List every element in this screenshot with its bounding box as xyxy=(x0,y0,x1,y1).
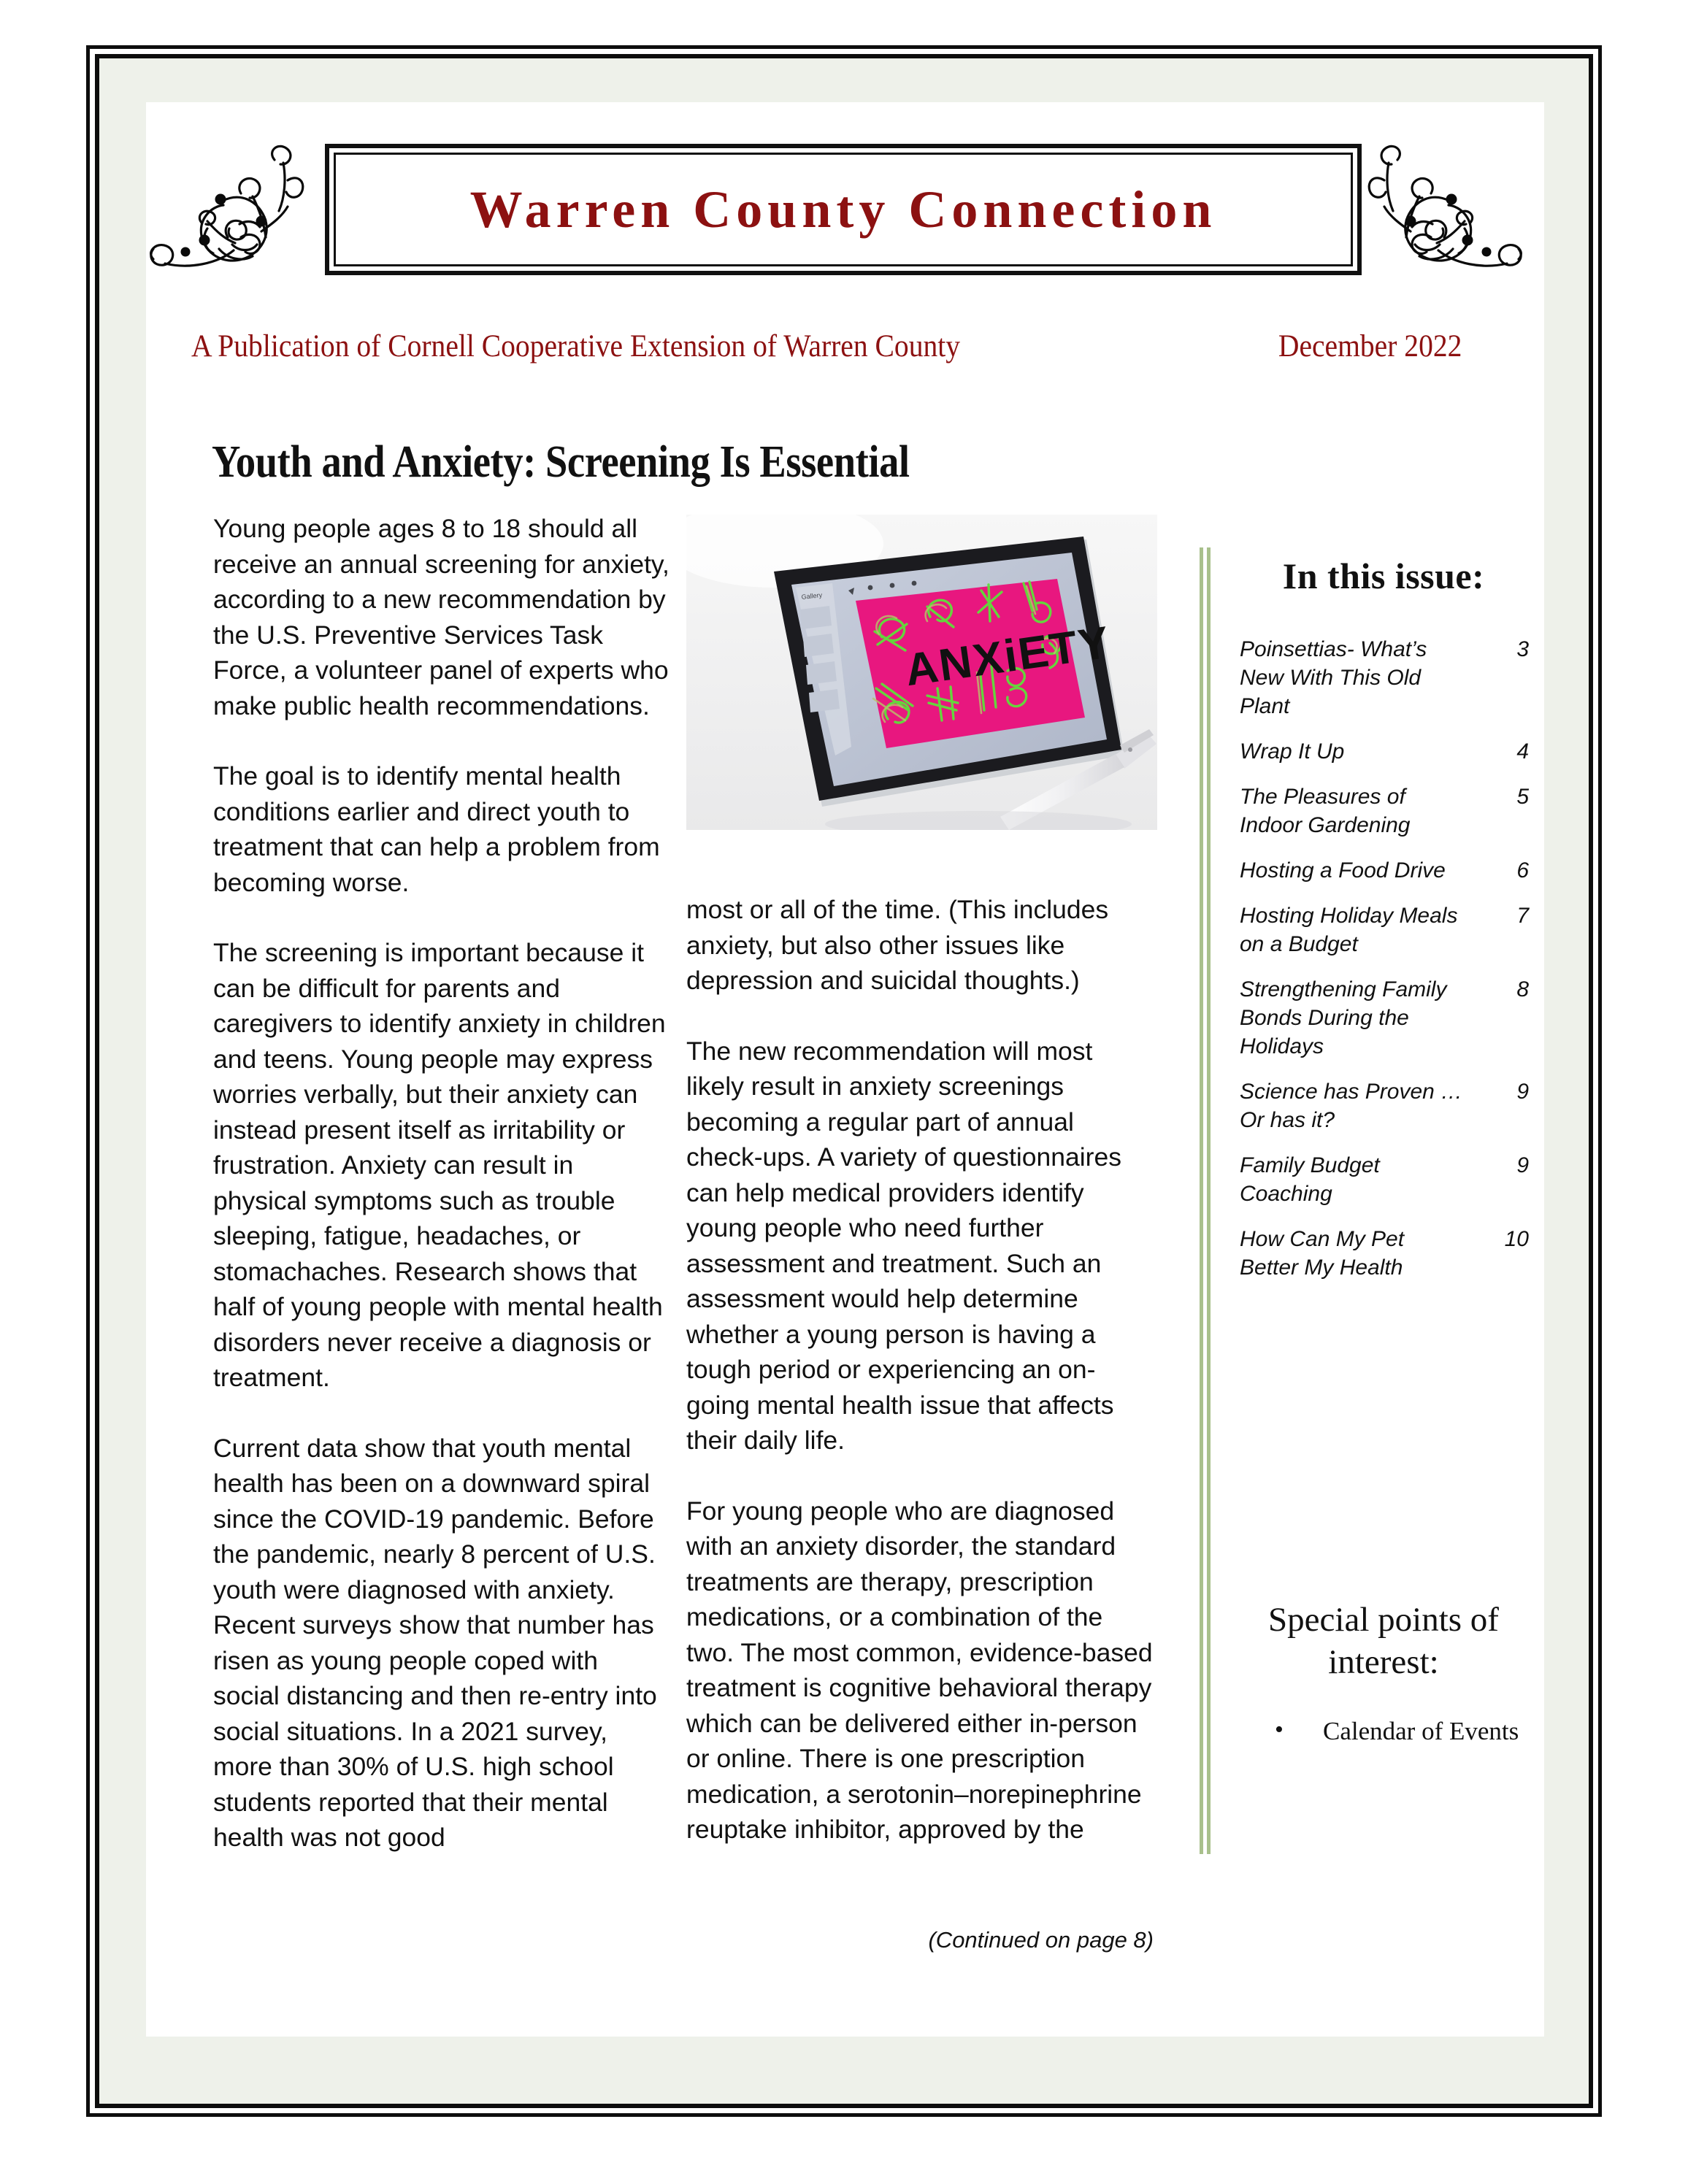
special-points-list xyxy=(1234,1715,1533,1747)
paragraph: For young people who are diagnosed with an anxiety disorder, the standard treatments are therapy, prescription medications, or a combination of the two. The most common, evidence-based treatment is cognitive behavioral therapy which can be delivered either in-person or online. There is one prescription medication, a serotonin–norepinephrine reuptake inhibitor, approved by the xyxy=(686,1496,1153,1844)
toc-label: Hosting a Food Drive xyxy=(1240,858,1446,883)
toc-label: How Can My Pet Better My Health xyxy=(1240,1227,1405,1280)
toc-label: The Pleasures of Indoor Gardening xyxy=(1240,785,1411,837)
toc-row[interactable] xyxy=(1240,901,1529,958)
svg-text:ANXiETY: ANXiETY xyxy=(902,617,1114,696)
toc-page-number: 10 xyxy=(1504,1227,1529,1251)
paragraph: The screening is important because it can be difficult for parents and caregivers to identify anxiety in children and teens. Young people may express worries verbally, but their anxiety can instead present itself as irritability or frustration. Anxiety can result in physical symptoms such as trouble sleeping, fatigue, headaches, or stomachaches. Research shows that half of young people with mental health disorders never receive a diagnosis or treatment. xyxy=(213,938,666,1392)
publication-title: Warren County Connection xyxy=(469,180,1217,239)
sidebar-heading: In this issue: xyxy=(1282,555,1485,596)
article-column-2 xyxy=(686,892,1154,1883)
toc-page-number: 6 xyxy=(1516,858,1529,883)
toc-label: Hosting Holiday Meals on a Budget xyxy=(1240,904,1458,956)
svg-text:Gallery: Gallery xyxy=(801,591,823,601)
masthead xyxy=(146,128,1544,303)
toc-label: Wrap It Up xyxy=(1240,739,1345,764)
sidebar-divider xyxy=(1200,547,1211,1854)
issue-date: December 2022 xyxy=(1278,329,1462,364)
ornamental-flourish-right-icon xyxy=(1343,135,1541,288)
sidebar-in-this-issue xyxy=(1234,555,1533,1299)
paragraph: most or all of the time. (This includes anxiety, but also other issues like depression and suicidal thoughts.) xyxy=(686,895,1109,995)
toc-page-number: 5 xyxy=(1516,785,1529,809)
toc-page-number: 9 xyxy=(1516,1153,1529,1177)
special-points-heading: Special points of interest: xyxy=(1268,1601,1499,1681)
paragraph: Young people ages 8 to 18 should all receive an annual screening for anxiety, according to a new recommendation by the U.S. Preventive Services Task Force, a volunteer panel of experts who make public health recommendations. xyxy=(213,514,670,720)
toc-row[interactable] xyxy=(1240,783,1529,839)
toc-row[interactable] xyxy=(1240,1225,1529,1282)
toc-row[interactable] xyxy=(1240,1151,1529,1208)
article-headline: Youth and Anxiety: Screening Is Essential xyxy=(212,437,910,487)
toc-row[interactable] xyxy=(1240,856,1529,885)
paragraph: The new recommendation will most likely result in anxiety screenings becoming a regular part of annual check-ups. A variety of questionnaires can help medical providers identify young people who need further assessment and treatment. Such an assessment would help determine whether a young person is having a tough period or experiencing an on-going mental health issue that affects their daily life. xyxy=(686,1036,1121,1455)
sidebar-special-points xyxy=(1234,1599,1533,1747)
publication-subtitle-row xyxy=(191,328,1505,364)
table-of-contents xyxy=(1240,635,1529,1282)
toc-label: Science has Proven … Or has it? xyxy=(1240,1080,1463,1132)
title-frame xyxy=(325,144,1362,275)
list-item[interactable]: • Calendar of Events xyxy=(1275,1715,1533,1747)
toc-page-number: 8 xyxy=(1516,977,1529,1001)
toc-label: Family Budget Coaching xyxy=(1240,1153,1380,1206)
toc-row[interactable] xyxy=(1240,635,1529,720)
paragraph: The goal is to identify mental health conditions earlier and direct youth to treatment that can help a problem from becoming worse. xyxy=(213,761,660,897)
continued-note: (Continued on page 8) xyxy=(928,1927,1154,1953)
title-frame-inner xyxy=(334,153,1353,266)
toc-label: Poinsettias- What’s New With This Old Plant xyxy=(1240,637,1427,718)
ornamental-flourish-left-icon xyxy=(131,135,329,288)
toc-page-number: 9 xyxy=(1516,1080,1529,1104)
publication-line: A Publication of Cornell Cooperative Extension of Warren County xyxy=(191,329,961,364)
paragraph: Current data show that youth mental health has been on a downward spiral since the COVID-19 pandemic. Before the pandemic, nearly 8 percent of U.S. youth were diagnosed with anxiety. Recent surveys show that number has risen as young people coped with social distancing and then re-entry into social situations. In a 2021 survey, more than 30% of U.S. high school students reported that their mental health was not good xyxy=(213,1433,657,1852)
toc-page-number: 7 xyxy=(1516,904,1529,928)
toc-label: Strengthening Family Bonds During the Holidays xyxy=(1240,977,1447,1058)
article-column-1 xyxy=(213,511,670,1891)
toc-page-number: 4 xyxy=(1516,739,1529,764)
article-photo-tablet-anxiety xyxy=(686,515,1157,830)
toc-row[interactable] xyxy=(1240,975,1529,1061)
toc-row[interactable] xyxy=(1240,1077,1529,1134)
toc-page-number: 3 xyxy=(1516,637,1529,661)
toc-row[interactable] xyxy=(1240,737,1529,766)
